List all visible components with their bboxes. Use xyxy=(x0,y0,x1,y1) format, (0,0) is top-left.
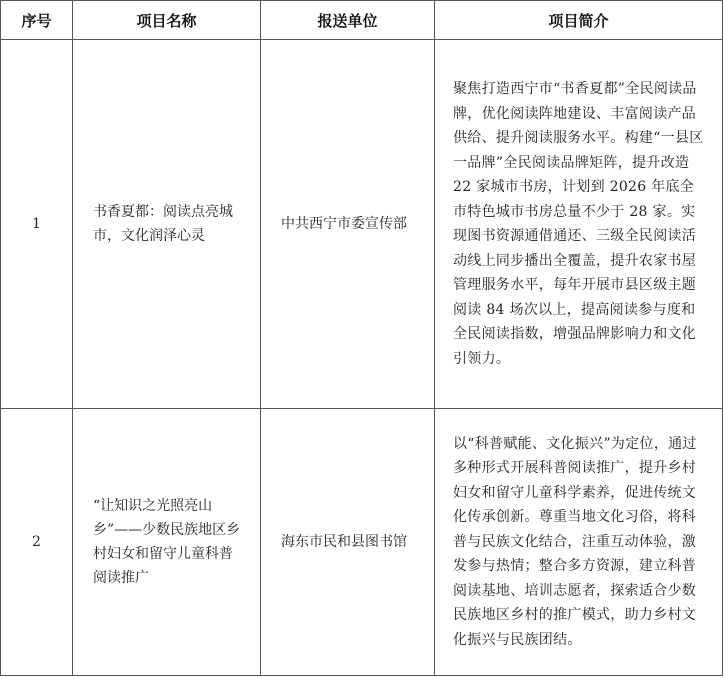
table-row xyxy=(1,409,723,676)
row-project-intro: 以“科普赋能、文化振兴”为定位，通过多种形式开展科普阅读推广，提升乡村妇女和留守儿童科学素养，促进传统文化传承创新。尊重当地文化习俗，将科普与民族文化结合，注重互动体验，激发参与热情；整合多方资源，建立科普阅读基地、培训志愿者，探索适合少数民族地区乡村的推广模式，助力乡村文化振兴与民族团结。 xyxy=(435,409,723,676)
table-header-row xyxy=(1,1,723,40)
header-project-intro: 项目简介 xyxy=(435,1,723,40)
row-project-name: “让知识之光照亮山乡”——少数民族地区乡村妇女和留守儿童科普阅读推广 xyxy=(73,409,261,676)
row-project-name: 书香夏都：阅读点亮城市，文化润泽心灵 xyxy=(73,40,261,409)
row-serial-number: 1 xyxy=(1,40,73,409)
header-submitting-unit: 报送单位 xyxy=(261,1,435,40)
table-row xyxy=(1,40,723,409)
header-serial-number: 序号 xyxy=(1,1,73,40)
row-serial-number: 2 xyxy=(1,409,73,676)
row-submitting-unit: 中共西宁市委宣传部 xyxy=(261,40,435,409)
header-project-name: 项目名称 xyxy=(73,1,261,40)
row-project-intro: 聚焦打造西宁市“书香夏都”全民阅读品牌，优化阅读阵地建设、丰富阅读产品供给、提升阅读服务水平。构建“一县区一品牌”全民阅读品牌矩阵，提升改造 22 家城市书房，计划到 2026 年底全市特色城市书房总量不少于 28 家。实现图书资源通借通还、三级全民阅读活动线上同步播出全覆盖，提升农家书屋管理服务水平，每年开展市县区级主题阅读 84 场次以上，提高阅读参与度和全民阅读指数，增强品牌影响力和文化引领力。 xyxy=(435,40,723,409)
row-submitting-unit: 海东市民和县图书馆 xyxy=(261,409,435,676)
